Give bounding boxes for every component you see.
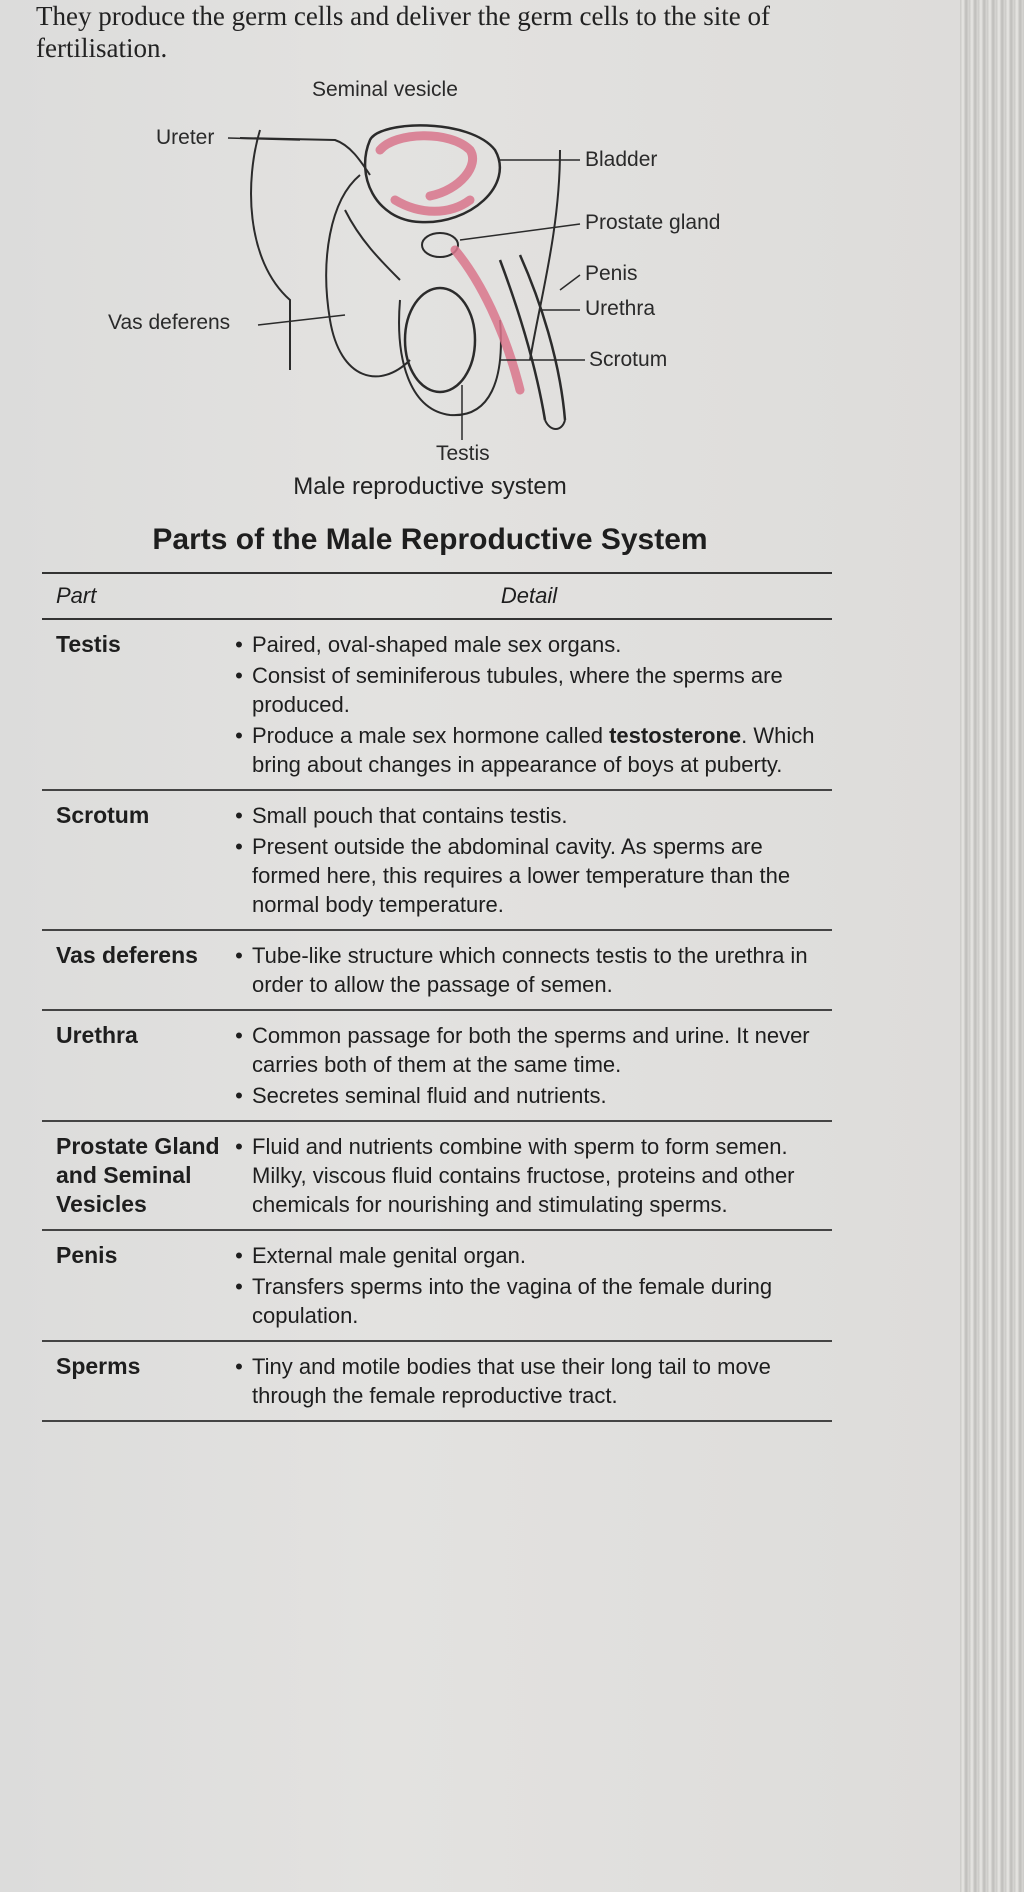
bullet-dot-icon: •	[235, 1083, 243, 1108]
part-name: Vas deferens	[56, 942, 198, 968]
page-edge-stack	[960, 0, 1024, 1892]
detail-bullet	[226, 1021, 832, 1079]
part-details	[226, 1021, 832, 1112]
bullet-dot-icon: •	[235, 632, 243, 657]
detail-text: Consist of seminiferous tubules, where the sperms are produced.	[252, 663, 783, 717]
detail-text: Secretes seminal fluid and nutrients.	[252, 1083, 607, 1108]
label-prostate-gland: Prostate gland	[585, 211, 721, 234]
part-name: Testis	[56, 631, 121, 657]
part-details	[226, 630, 832, 781]
bullet-dot-icon: •	[235, 803, 243, 828]
table-row	[42, 1342, 832, 1422]
table-title: Parts of the Male Reproductive System	[152, 523, 708, 556]
bullet-dot-icon: •	[235, 1023, 243, 1048]
detail-bullet	[226, 1132, 832, 1219]
male-reproductive-system-diagram	[0, 0, 960, 470]
detail-bullet	[226, 941, 832, 999]
detail-bullet	[226, 1241, 832, 1270]
detail-text: Fluid and nutrients combine with sperm to form semen. Milky, viscous fluid contains fructose, proteins and other chemicals for nourishing and stimulating sperms.	[252, 1134, 795, 1217]
table-row	[42, 620, 832, 791]
label-bladder: Bladder	[585, 148, 658, 171]
detail-bullet	[226, 1081, 832, 1110]
intro-text: They produce the germ cells and deliver the germ cells to the site of fertilisation.	[36, 1, 770, 63]
detail-bullet	[226, 832, 832, 919]
detail-text	[252, 721, 832, 779]
detail-text-pre: Produce a male sex hormone called	[252, 723, 610, 748]
part-details	[226, 941, 832, 1001]
detail-text: Transfers sperms into the vagina of the female during copulation.	[252, 1274, 773, 1328]
label-seminal-vesicle: Seminal vesicle	[312, 78, 458, 101]
table-row	[42, 931, 832, 1011]
detail-bullet	[226, 661, 832, 719]
testis-shape	[405, 288, 475, 392]
detail-bullet	[226, 1272, 832, 1330]
detail-bullet	[226, 721, 832, 779]
detail-text-bold: testosterone	[609, 723, 742, 748]
bullet-dot-icon: •	[235, 663, 243, 688]
detail-text: Paired, oval-shaped male sex organs.	[252, 632, 622, 657]
detail-bullet	[226, 1352, 832, 1410]
vas-deferens-leader	[258, 315, 345, 325]
detail-text: Tiny and motile bodies that use their long tail to move through the female reproductive tract.	[252, 1354, 771, 1408]
bullet-dot-icon: •	[235, 723, 243, 748]
detail-text: Tube-like structure which connects testis to the urethra in order to allow the passage of semen.	[252, 943, 808, 997]
label-testis: Testis	[436, 442, 490, 465]
figure-caption: Male reproductive system	[293, 473, 567, 500]
table-row	[42, 1231, 832, 1342]
detail-text: Common passage for both the sperms and urine. It never carries both of them at the same time.	[252, 1023, 810, 1077]
table-row	[42, 1011, 832, 1122]
table-row	[42, 1122, 832, 1231]
detail-text: Small pouch that contains testis.	[252, 803, 568, 828]
part-name: Scrotum	[56, 802, 150, 828]
prostate-leader	[460, 224, 580, 240]
label-urethra: Urethra	[585, 297, 656, 320]
bullet-dot-icon: •	[235, 1354, 243, 1379]
detail-text: Present outside the abdominal cavity. As sperms are formed here, this requires a lower temperature than the normal body temperature.	[252, 834, 791, 917]
detail-bullet	[226, 630, 832, 659]
header-detail: Detail	[500, 583, 558, 608]
part-details	[226, 1241, 832, 1332]
part-details	[226, 801, 832, 921]
bullet-dot-icon: •	[235, 1134, 243, 1159]
table-body	[42, 620, 832, 1422]
label-scrotum: Scrotum	[589, 348, 668, 371]
detail-text-post: . Which bring about changes in appearance of boys at puberty.	[252, 723, 815, 777]
part-name: Urethra	[56, 1022, 138, 1048]
part-name: Penis	[56, 1242, 118, 1268]
penis-leader	[560, 275, 580, 290]
part-details	[226, 1352, 832, 1412]
part-name: Prostate Gland and Seminal Vesicles	[56, 1133, 220, 1217]
part-details	[226, 1132, 832, 1221]
bullet-dot-icon: •	[235, 1243, 243, 1268]
header-part: Part	[56, 583, 97, 608]
bullet-dot-icon: •	[235, 834, 243, 859]
label-vas-deferens: Vas deferens	[108, 311, 231, 334]
table-row	[42, 791, 832, 931]
label-ureter: Ureter	[156, 126, 215, 149]
detail-text: External male genital organ.	[252, 1243, 526, 1268]
bullet-dot-icon: •	[235, 1274, 243, 1299]
table-header	[42, 572, 832, 620]
label-penis: Penis	[585, 262, 638, 285]
bullet-dot-icon: •	[235, 943, 243, 968]
parts-table	[42, 572, 832, 1422]
part-name: Sperms	[56, 1353, 141, 1379]
detail-bullet	[226, 801, 832, 830]
